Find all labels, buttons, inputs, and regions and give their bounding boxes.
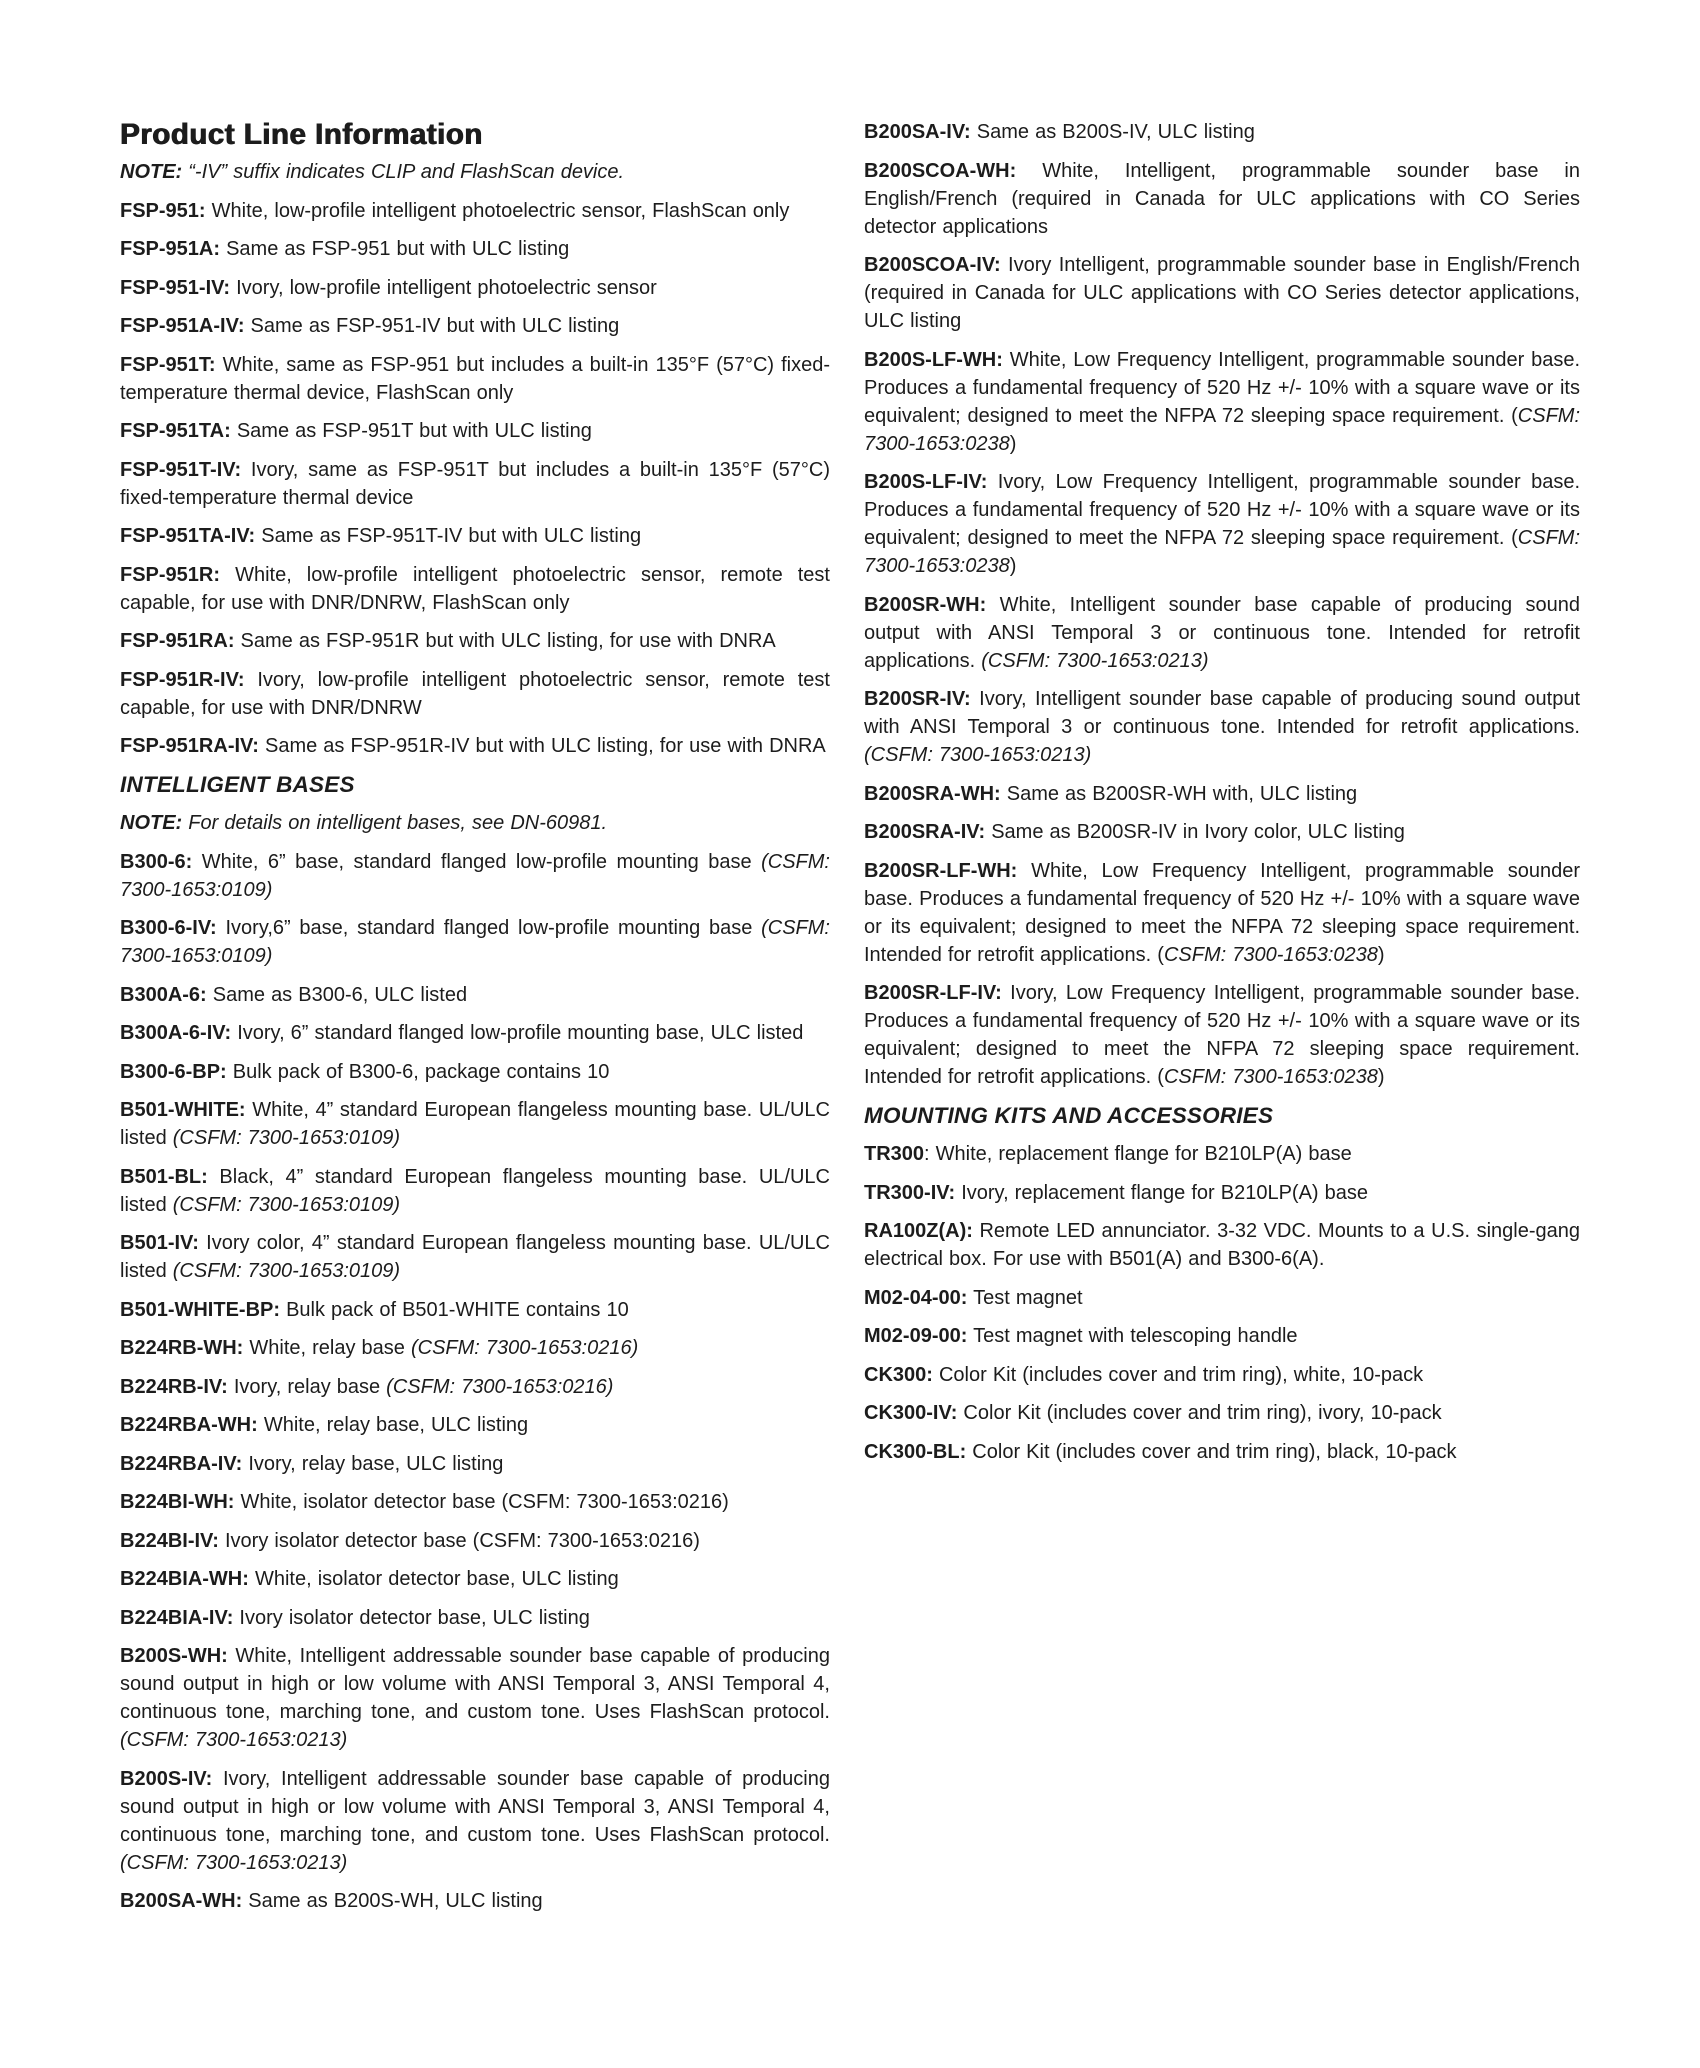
item-description: Same as B200SR-WH with, ULC listing <box>1000 782 1358 805</box>
product-item <box>864 818 1580 846</box>
product-code: B200SA-WH: <box>120 1890 243 1912</box>
product-code: B300-6-BP: <box>120 1060 227 1083</box>
product-item <box>120 1488 830 1516</box>
product-code: B501-WHITE-BP: <box>120 1298 281 1321</box>
page-title: Product Line Information <box>120 118 483 151</box>
item-description: Test magnet with telescoping handle <box>967 1325 1298 1347</box>
product-code: FSP-951T-IV: <box>120 458 242 481</box>
product-code: B501-BL: <box>120 1165 208 1188</box>
item-description: Bulk pack of B501-WHITE contains 10 <box>280 1298 629 1321</box>
csfm-reference: (CSFM: 7300-1653:0109) <box>172 1193 401 1216</box>
product-item <box>864 1217 1580 1273</box>
section-heading: INTELLIGENT BASES <box>120 771 355 797</box>
csfm-reference: (CSFM: 7300-1653:0109) <box>120 850 830 901</box>
item-description: Ivory, low-profile intelligent photoelectric sensor <box>230 276 657 299</box>
product-code: B300-6-IV: <box>120 917 217 939</box>
item-description: Same as FSP-951R-IV but with ULC listing, for use with DNRA <box>258 735 826 757</box>
item-description: Bulk pack of B300-6, package contains 10 <box>226 1060 610 1083</box>
product-item <box>864 118 1580 146</box>
product-item <box>120 1642 830 1754</box>
product-code: RA100Z(A): <box>864 1220 973 1242</box>
product-code: B300-6: <box>120 850 193 873</box>
product-item <box>120 351 830 407</box>
item-description: Same as B200S-WH, ULC listing <box>242 1890 543 1912</box>
item-description: Same as FSP-951T-IV but with ULC listing <box>255 525 642 547</box>
product-item <box>864 591 1580 675</box>
product-item <box>864 346 1580 458</box>
item-description: Ivory, Intelligent addressable sounder base capable of producing sound output in high or low volume with ANSI Temporal 3, ANSI Temporal 4, continuous tone, marching tone, and custom tone. Uses FlashScan protocol. <box>120 1767 830 1846</box>
product-code: B501-IV: <box>120 1232 199 1254</box>
product-code: FSP-951TA-IV: <box>120 525 256 547</box>
product-item <box>120 417 830 445</box>
product-item <box>864 1140 1580 1168</box>
product-code: B200SRA-WH: <box>864 782 1001 805</box>
product-code: B200SCOA-IV: <box>864 254 1001 276</box>
item-description: Test magnet <box>967 1286 1083 1309</box>
item-description: Ivory, relay base, ULC listing <box>242 1452 504 1475</box>
item-description: Same as B300-6, ULC listed <box>206 983 468 1006</box>
item-description: Color Kit (includes cover and trim ring), black, 10-pack <box>966 1440 1457 1463</box>
section-heading: MOUNTING KITS AND ACCESSORIES <box>864 1102 1274 1128</box>
csfm-reference: (CSFM: 7300-1653:0216) <box>386 1375 614 1398</box>
product-code: B224RB-IV: <box>120 1375 228 1398</box>
product-code: B200S-WH: <box>120 1645 228 1667</box>
product-item <box>120 1334 830 1362</box>
item-description: White, Low Frequency Intelligent, programmable sounder base. Produces a fundamental frequency of 520 Hz +/- 10% with a square wave or its equivalent; designed to meet the NFPA 72 sleeping space requirement. ( <box>864 348 1580 427</box>
item-description: White, Intelligent, programmable sounder base in English/French (required in Canada for ULC applications with CO Series detector applications <box>864 159 1580 238</box>
item-description: White, isolator detector base, ULC listing <box>248 1568 619 1590</box>
item-description: Same as B200SR-IV in Ivory color, ULC listing <box>985 821 1405 843</box>
item-description: Ivory isolator detector base, ULC listing <box>233 1606 590 1629</box>
product-code: B200SA-IV: <box>864 121 971 143</box>
product-code: TR300 <box>864 1143 925 1165</box>
item-description: Color Kit (includes cover and trim ring), white, 10-pack <box>932 1363 1424 1386</box>
item-description: White, relay base, ULC listing <box>257 1414 529 1436</box>
csfm-reference: (CSFM: 7300-1653:0109) <box>120 917 830 967</box>
item-description: Black, 4” standard European flangeless mounting base. UL/ULC listed <box>120 1165 830 1216</box>
item-description: Ivory, Intelligent sounder base capable of producing sound output with ANSI Temporal 3 or continuous tone. Intended for retrofit applications. <box>864 688 1580 738</box>
product-item <box>120 522 830 550</box>
product-code: B200SR-LF-WH: <box>864 859 1018 882</box>
product-item <box>120 666 830 722</box>
product-item <box>120 1163 830 1219</box>
product-item <box>120 1450 830 1478</box>
csfm-reference: (CSFM: 7300-1653:0213) <box>120 1851 348 1874</box>
product-code: B224RBA-IV: <box>120 1452 243 1475</box>
product-item <box>120 312 830 340</box>
product-code: FSP-951R-IV: <box>120 668 245 691</box>
product-code: B200S-LF-IV: <box>864 471 988 493</box>
product-code: B224BIA-WH: <box>120 1568 249 1590</box>
product-item <box>120 732 830 760</box>
product-item <box>120 1411 830 1439</box>
product-code: B224RBA-WH: <box>120 1414 258 1436</box>
product-code: FSP-951RA: <box>120 630 235 652</box>
item-description: Ivory color, 4” standard European flangeless mounting base. UL/ULC listed <box>120 1232 830 1282</box>
note-label: NOTE: <box>120 812 183 834</box>
item-description: White, Intelligent sounder base capable of producing sound output with ANSI Temporal 3 or continuous tone. Intended for retrofit applications. <box>864 593 1580 672</box>
item-description: Remote LED annunciator. 3-32 VDC. Mounts to a U.S. single-gang electrical box. For use with B501(A) and B300-6(A). <box>864 1220 1580 1270</box>
product-item <box>864 685 1580 769</box>
item-description: White, 6” base, standard flanged low-profile mounting base <box>192 850 762 873</box>
item-description: Ivory, Low Frequency Intelligent, programmable sounder base. Produces a fundamental frequency of 520 Hz +/- 10% with a square wave or its equivalent; designed to meet the NFPA 72 sleeping space requirement. ( <box>864 471 1580 549</box>
item-description: Ivory isolator detector base (CSFM: 7300-1653:0216) <box>218 1529 700 1552</box>
csfm-reference: (CSFM: 7300-1653:0109) <box>172 1127 401 1149</box>
product-code: B200SR-WH: <box>864 593 987 616</box>
product-code: B300A-6-IV: <box>120 1022 232 1044</box>
product-item <box>864 157 1580 241</box>
item-description: White, Intelligent addressable sounder base capable of producing sound output in high or low volume with ANSI Temporal 3, ANSI Temporal 4, continuous tone, marching tone, and custom tone. Uses FlashScan protocol. <box>120 1645 830 1723</box>
item-description: Same as FSP-951 but with ULC listing <box>220 238 570 260</box>
item-description: ) <box>1009 432 1017 455</box>
product-code: B200SRA-IV: <box>864 821 986 843</box>
item-description: White, same as FSP-951 but includes a built-in 135°F (57°C) fixed-temperature thermal device, FlashScan only <box>120 353 830 404</box>
product-item <box>120 627 830 655</box>
item-description: White, isolator detector base (CSFM: 7300-1653:0216) <box>234 1491 729 1513</box>
product-code: B200S-IV: <box>120 1767 213 1790</box>
column-right <box>864 118 1580 1476</box>
csfm-reference: (CSFM: 7300-1653:0213) <box>864 744 1092 766</box>
product-item <box>120 981 830 1009</box>
product-item <box>864 1322 1580 1350</box>
product-code: M02-09-00: <box>864 1325 968 1347</box>
product-code: FSP-951-IV: <box>120 276 231 299</box>
product-code: B501-WHITE: <box>120 1099 246 1121</box>
note-text: “-IV” suffix indicates CLIP and FlashScan device. <box>182 161 625 183</box>
product-code: B200SR-LF-IV: <box>864 982 1002 1004</box>
item-description: Ivory,6” base, standard flanged low-profile mounting base <box>216 917 762 939</box>
product-item <box>120 1527 830 1555</box>
product-item <box>864 1438 1580 1466</box>
item-description: Same as FSP-951T but with ULC listing <box>230 420 592 442</box>
product-item <box>120 1229 830 1285</box>
product-item <box>120 561 830 617</box>
item-description: Ivory, low-profile intelligent photoelectric sensor, remote test capable, for use with DNR/DNRW <box>120 668 830 719</box>
note-paragraph <box>120 809 830 837</box>
product-code: FSP-951: <box>120 199 206 222</box>
csfm-reference: (CSFM: 7300-1653:0213) <box>981 649 1209 672</box>
product-item <box>120 197 830 225</box>
item-description: ) <box>1377 1066 1385 1088</box>
item-description: Same as FSP-951R but with ULC listing, for use with DNRA <box>234 630 776 652</box>
product-item <box>120 1296 830 1324</box>
product-item <box>120 1058 830 1086</box>
product-code: B300A-6: <box>120 983 207 1006</box>
column-left <box>120 118 830 1926</box>
product-code: FSP-951R: <box>120 563 221 586</box>
product-item <box>864 1284 1580 1312</box>
product-item <box>864 1399 1580 1427</box>
item-description: White, 4” standard European flangeless mounting base. UL/ULC listed <box>120 1099 830 1149</box>
product-item <box>120 1096 830 1152</box>
item-description: : White, replacement flange for B210LP(A) base <box>924 1143 1352 1165</box>
product-code: CK300: <box>864 1363 933 1386</box>
product-item <box>120 274 830 302</box>
item-description: Ivory, replacement flange for B210LP(A) base <box>955 1181 1368 1204</box>
csfm-reference: CSFM: 7300-1653:0238 <box>864 527 1580 577</box>
product-code: B224RB-WH: <box>120 1337 244 1359</box>
item-description: White, low-profile intelligent photoelectric sensor, FlashScan only <box>205 199 790 222</box>
product-item <box>120 235 830 263</box>
product-code: M02-04-00: <box>864 1286 968 1309</box>
csfm-reference: CSFM: 7300-1653:0238 <box>864 404 1580 455</box>
item-description: ) <box>1377 943 1385 966</box>
csfm-reference: (CSFM: 7300-1653:0216) <box>410 1337 639 1359</box>
product-item <box>120 456 830 512</box>
product-code: FSP-951A-IV: <box>120 315 245 337</box>
product-item <box>120 1373 830 1401</box>
product-item <box>120 914 830 970</box>
item-description: Ivory, 6” standard flanged low-profile mounting base, ULC listed <box>231 1022 804 1044</box>
product-code: B200SR-IV: <box>864 688 971 710</box>
note-text: For details on intelligent bases, see DN-60981. <box>182 812 608 834</box>
item-description: Same as FSP-951-IV but with ULC listing <box>244 315 620 337</box>
product-code: FSP-951T: <box>120 353 216 376</box>
product-item <box>120 1887 830 1915</box>
note-label: NOTE: <box>120 161 183 183</box>
product-item <box>864 1361 1580 1389</box>
product-item <box>120 1765 830 1877</box>
csfm-reference: CSFM: 7300-1653:0238 <box>1163 1066 1378 1088</box>
product-code: B224BI-WH: <box>120 1491 235 1513</box>
item-description: Color Kit (includes cover and trim ring), ivory, 10-pack <box>957 1402 1442 1424</box>
product-code: B200SCOA-WH: <box>864 159 1017 182</box>
product-code: FSP-951RA-IV: <box>120 735 259 757</box>
csfm-reference: (CSFM: 7300-1653:0213) <box>120 1729 348 1751</box>
product-code: B200S-LF-WH: <box>864 348 1003 371</box>
item-description: White, Low Frequency Intelligent, programmable sounder base. Produces a fundamental frequency of 520 Hz +/- 10% with a square wave or its equivalent; designed to meet the NFPA 72 sleeping space requirement. Intended for retrofit applications. ( <box>864 859 1580 966</box>
product-item <box>864 780 1580 808</box>
product-item <box>120 848 830 904</box>
product-item <box>120 1019 830 1047</box>
product-item <box>864 979 1580 1091</box>
item-description: Ivory, relay base <box>227 1375 387 1398</box>
product-code: B224BIA-IV: <box>120 1606 234 1629</box>
note-paragraph <box>120 158 830 186</box>
product-item <box>864 468 1580 580</box>
product-code: B224BI-IV: <box>120 1529 219 1552</box>
item-description: ) <box>1009 555 1017 577</box>
product-code: CK300-IV: <box>864 1402 958 1424</box>
csfm-reference: CSFM: 7300-1653:0238 <box>1163 943 1378 966</box>
product-item <box>120 1604 830 1632</box>
product-item <box>120 1565 830 1593</box>
product-item <box>864 1179 1580 1207</box>
item-description: Ivory, Low Frequency Intelligent, programmable sounder base. Produces a fundamental frequency of 520 Hz +/- 10% with a square wave or its equivalent; designed to meet the NFPA 72 sleeping space requirement. Intended for retrofit applications. ( <box>864 982 1580 1088</box>
item-description: Ivory, same as FSP-951T but includes a built-in 135°F (57°C) fixed-temperature thermal device <box>120 458 830 509</box>
product-code: FSP-951A: <box>120 238 221 260</box>
product-code: TR300-IV: <box>864 1181 956 1204</box>
product-item <box>864 251 1580 335</box>
csfm-reference: (CSFM: 7300-1653:0109) <box>172 1260 401 1282</box>
product-item <box>864 857 1580 969</box>
product-code: CK300-BL: <box>864 1440 967 1463</box>
item-description: White, low-profile intelligent photoelectric sensor, remote test capable, for use with DNR/DNRW, FlashScan only <box>120 563 830 614</box>
item-description: Ivory Intelligent, programmable sounder base in English/French (required in Canada for ULC applications with CO Series detector applications, ULC listing <box>864 254 1580 332</box>
item-description: White, relay base <box>243 1337 411 1359</box>
product-code: FSP-951TA: <box>120 420 231 442</box>
item-description: Same as B200S-IV, ULC listing <box>970 121 1255 143</box>
